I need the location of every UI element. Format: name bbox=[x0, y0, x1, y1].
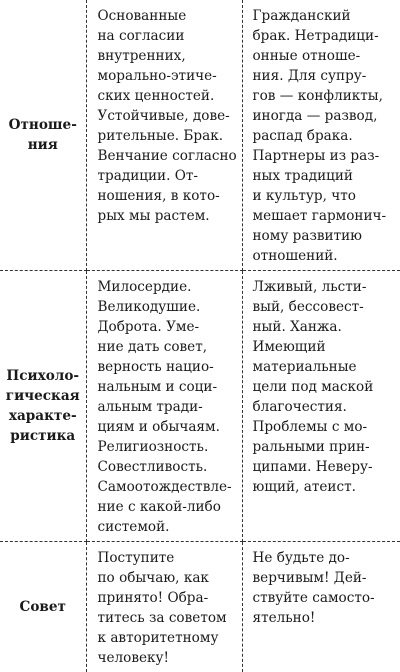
positive-text: Основанные на согласии внутренних, морально-этиче- ских ценностей. Устойчивые, дове- рительные. Брак. Венчание согласно традиции. От- ношения, в кото- рых мы растем. bbox=[87, 0, 242, 230]
negative-cell bbox=[242, 271, 400, 542]
positive-cell bbox=[86, 0, 242, 271]
positive-cell bbox=[86, 271, 242, 542]
positive-cell bbox=[86, 542, 242, 672]
row-label-cell bbox=[0, 0, 86, 271]
negative-text: Не будьте до- верчивым! Дей- ствуйте самосто- ятельно! bbox=[243, 542, 400, 632]
negative-cell bbox=[242, 0, 400, 271]
row-label-cell bbox=[0, 542, 86, 672]
positive-text: Милосердие. Великодушие. Доброта. Уме- ние дать совет, верность нацио- нальным и соци- альным тради- циям и обычаям. Религиозность. Совестливость. Самоотождествле- ние с какой-либо системой. bbox=[87, 271, 242, 541]
table-row-relationships bbox=[0, 0, 400, 271]
negative-cell bbox=[242, 542, 400, 672]
row-label: Психоло- гическая характе- ристика bbox=[0, 366, 86, 446]
table-row-psychological bbox=[0, 271, 400, 542]
row-label: Отноше- ния bbox=[0, 115, 86, 155]
row-label-cell bbox=[0, 271, 86, 542]
positive-text: Поступите по обычаю, как принято! Обра- титесь за советом к авторитетному человеку! bbox=[87, 542, 242, 672]
negative-text: Лживый, льсти- вый, бессовест- ный. Ханжа. Имеющий материальные цели под маской благочестия. Проблемы с мо- ральными прин- ципами. Неверу- ющий, атеист. bbox=[243, 271, 400, 501]
row-label: Совет bbox=[0, 597, 86, 617]
negative-text: Гражданский брак. Нетрадици- онные отноше- ния. Для супру- гов — конфликты, иногда — развод, распад брака. Партнеры из раз- ных традиций и культур, что мешает гармонич- ному развитию отношений. bbox=[243, 0, 400, 270]
table-row-advice bbox=[0, 542, 400, 672]
